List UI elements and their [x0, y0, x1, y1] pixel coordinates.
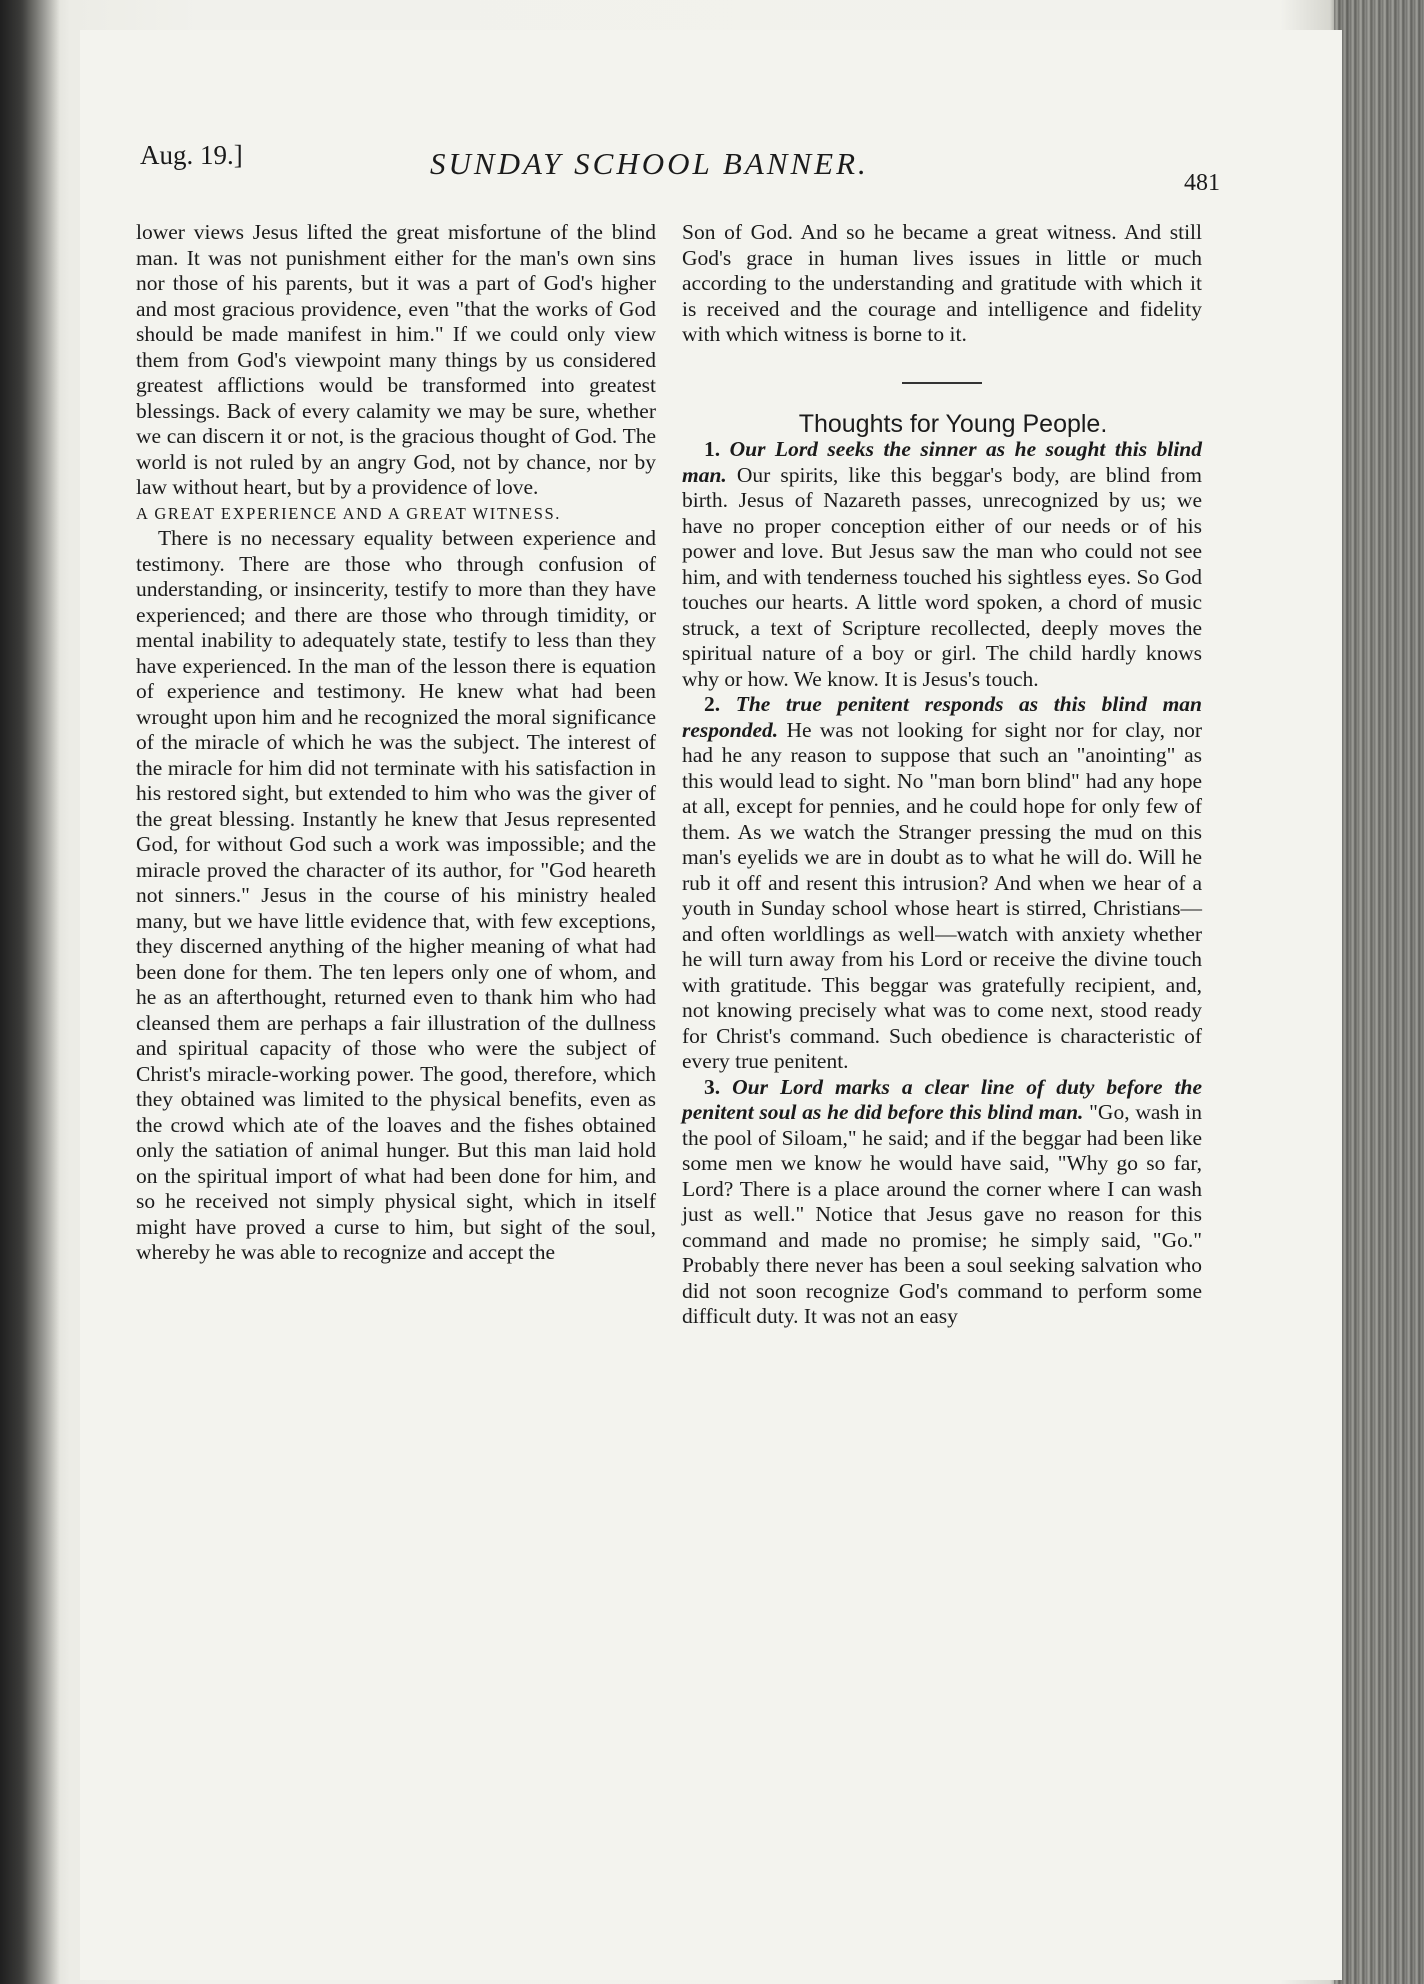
paragraph: lower views Jesus lifted the great misfortune of the blind man. It was not punishment either for the man's own sins nor those of his parents, but it was a part of God's higher and most gracious providence, even "that the works of God should be made manifest in him." If we could only view them from God's viewpoint many things by us considered greatest afflictions would be transformed into greatest blessings. Back of every calamity we may be sure, whether we can discern it or not, is the gracious thought of God. The world is not ruled by an angry God, not by chance, nor by law without heart, but by a providence of love. — [136, 220, 656, 499]
point-body: He was not looking for sight nor for clay, nor had he any reason to suppose that such an "anointing" as this would lead to sight. No "man born blind" had any hope at all, except for pennies, and he could hope for only few of them. As we watch the Stranger pressing the mud on this man's eyelids we are in doubt as to what he will do. Will he rub it off and resent this intrusion? And when we hear of a youth in Sunday school whose heart is stirred, Christians—and often worldlings as well—watch with anxiety whether he will turn away from his Lord or receive the divine touch with gratitude. This beggar was gratefully recipient, and, not knowing precisely what was to come next, stood ready for Christ's command. Such obedience is characteristic of every true penitent. — [682, 717, 1202, 1073]
section-divider — [902, 382, 982, 384]
binding-shadow — [0, 0, 60, 1984]
section-heading: A GREAT EXPERIENCE AND A GREAT WITNESS. — [136, 503, 561, 523]
point-lead: Our Lord seeks the sinner as he sought this blind man. — [682, 437, 1203, 487]
book-page-edges — [1334, 0, 1424, 1984]
point-number: 3. — [704, 1074, 721, 1099]
point-body: Our spirits, like this beggar's body, are blind from birth. Jesus of Nazareth passes, unrecognized by us; we have no proper conception either of our needs or of his power and love. But Jesus saw the man who could not see him, and with tenderness touched his sightless eyes. So God touches our hearts. A little word spoken, a chord of music struck, a text of Scripture recollected, deeply moves the spiritual nature of a boy or girl. The child hardly knows why or how. We know. It is Jesus's touch. — [682, 462, 1202, 691]
paragraph: There is no necessary equality between experience and testimony. There are those who through confusion of understanding, or insincerity, testify to more than they have experienced; and there are those who through timidity, or mental inability to adequately state, testify to less than they have experienced. In the man of the lesson there is equation of experience and testimony. He knew what had been wrought upon him and he recognized the moral significance of the miracle of which he was the subject. The interest of the miracle for him did not terminate with his satisfaction in his restored sight, but extended to him who was the giver of the great blessing. Instantly he knew that Jesus represented God, for without God such a work was impossible; and the miracle proved the character of its author, for "God heareth not sinners." Jesus in the course of his ministry healed many, but we have little evidence that, with few exceptions, they discerned anything of the higher meaning of what had been done for them. The ten lepers only one of whom, and he as an afterthought, returned even to thank him who had cleansed them are perhaps a fair illustration of the dullness and spiritual capacity of those who were the subject of Christ's miracle-working power. The good, therefore, which they obtained was limited to the physical benefits, even as the crowd which ate of the loaves and the fishes obtained only the satiation of animal hunger. But this man laid hold on the spiritual import of what had been done for him, and so he received not simply physical sight, which in itself might have proved a curse to him, but sight of the soul, whereby he was able to recognize and accept the — [136, 526, 656, 1264]
point-number: 2. — [704, 692, 721, 716]
point-number: 1. — [704, 437, 721, 461]
header-date: Aug. 19.] — [140, 140, 243, 170]
thought-point — [682, 692, 1202, 1075]
point-body: "Go, wash in the pool of Siloam," he said; and if the beggar had been like some men we know he would have said, "Why go so far, Lord? There is a place around the corner where I can wash just as well." Notice that Jesus gave no reason for this command and made no promise; he simply said, "Go." Probably there never has been a soul seeking salvation who did not soon recognize God's command to perform some difficult duty. It was not an easy — [682, 1100, 1202, 1328]
thought-point — [682, 1075, 1202, 1330]
left-column — [136, 220, 656, 1266]
right-column — [682, 220, 1202, 1330]
thought-point — [682, 437, 1202, 692]
thoughts-heading: Thoughts for Young People. — [798, 409, 1108, 438]
running-header — [140, 140, 1220, 200]
paragraph: Son of God. And so he became a great witness. And still God's grace in human lives issues in little or much according to the understanding and gratitude with which it is received and the courage and intelligence and fidelity with which witness is borne to it. — [682, 220, 1202, 346]
page-number: 481 — [1184, 170, 1220, 196]
point-lead: Our Lord marks a clear line of duty before the penitent soul as he did before this blind man. — [682, 1074, 1202, 1124]
point-lead: The true penitent responds as this blind man responded. — [682, 692, 1203, 742]
header-title: SUNDAY SCHOOL BANNER. — [430, 146, 869, 181]
